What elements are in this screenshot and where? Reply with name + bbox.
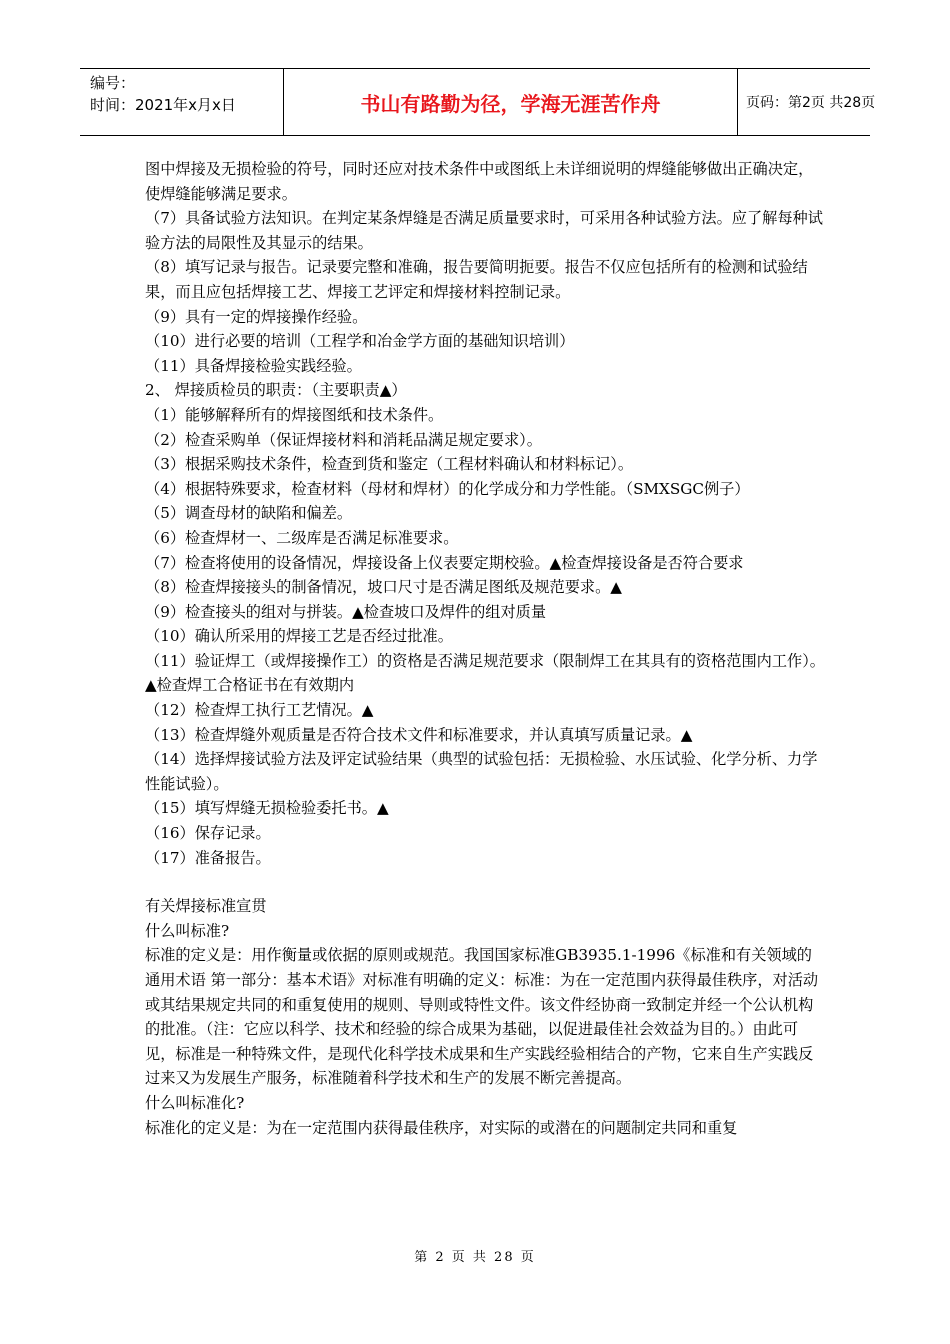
paragraph: （8）填写记录与报告。记录要完整和准确，报告要简明扼要。报告不仅应包括所有的检测和试验结果，而且应包括焊接工艺、焊接工艺评定和焊接材料控制记录。 [145,258,808,301]
paragraph: 标准的定义是：用作衡量或依据的原则或规范。我国国家标准GB3935.1-1996《标准和有关领域的通用术语 第一部分：基本术语》对标准有明确的定义：标准：为在一定范围内获得最佳秩序，对活动或其结果规定共同的和重复使用的规则、导则或特性文件。该文件经协商一致制定并经一个公认机构的批准。（注：它应以科学、技术和经验的综合成果为基础，以促进最佳社会效益为目的。）由此可见，标准是一种特殊文件，是现代化科学技术成果和生产实践经验相结合的产物，它来自生产实践反过来又为发展生产服务，标准随着科学技术和生产的发展不断完善提高。 [145,946,819,1088]
paragraph: （4）根据特殊要求，检查材料（母材和焊材）的化学成分和力学性能。（SMXSGC例子） [145,479,750,498]
paragraph: （1）能够解释所有的焊接图纸和技术条件。 [145,405,444,424]
paragraph: （6）检查焊材一、二级库是否满足标准要求。 [145,528,459,547]
paragraph: （16）保存记录。 [145,824,271,843]
paragraph: （3）根据采购技术条件，检查到货和鉴定（工程材料确认和材料标记）。 [145,455,634,474]
document-body [145,157,825,1140]
section-heading: 2、 焊接质检员的职责：（主要职责▲） [145,381,407,400]
paragraph: （7）具备试验方法知识。在判定某条焊缝是否满足质量要求时，可采用各种试验方法。应了解每种试验方法的局限性及其显示的结果。 [145,209,823,252]
paragraph: 标准化的定义是：为在一定范围内获得最佳秩序，对实际的或潜在的问题制定共同和重复 [145,1118,738,1137]
section-heading: 有关焊接标准宣贯 [145,897,267,916]
blank-line [145,870,825,894]
paragraph: （9）检查接头的组对与拼装。▲检查坡口及焊件的组对质量 [145,602,547,621]
paragraph: （11）具备焊接检验实践经验。 [145,356,362,375]
paragraph: （12）检查焊工执行工艺情况。▲ [145,701,374,720]
paragraph: （11）验证焊工（或焊接操作工）的资格是否满足规范要求（限制焊工在其具有的资格范围内工作）。▲检查焊工合格证书在有效期内 [145,651,825,695]
paragraph: （5）调查母材的缺陷和偏差。 [145,504,353,523]
paragraph: （8）检查焊接接头的制备情况，坡口尺寸是否满足图纸及规范要求。▲ [145,578,622,597]
paragraph: （10）进行必要的培训（工程学和冶金学方面的基础知识培训） [145,332,575,351]
paragraph: （15）填写焊缝无损检验委托书。▲ [145,799,389,818]
paragraph: （10）确认所采用的焊接工艺是否经过批准。 [145,627,453,646]
paragraph: （14）选择焊接试验方法及评定试验结果（典型的试验包括：无损检验、水压试验、化学分析、力学性能试验）。 [145,750,818,793]
paragraph: （7）检查将使用的设备情况，焊接设备上仪表要定期校验。▲检查焊接设备是否符合要求 [145,553,744,572]
paragraph: （2）检查采购单（保证焊接材料和消耗品满足规定要求）。 [145,430,542,449]
page-footer: 第 2 页 共 28 页 [414,1250,536,1265]
document-time-label: 时间：2021年x月x日 [90,96,236,114]
document-number-label: 编号： [90,74,136,92]
header-meta [80,69,283,135]
header-page-info: 页码：第2页 共28页 [746,95,876,111]
paragraph: 图中焊接及无损检验的符号，同时还应对技术条件中或图纸上未详细说明的焊缝能够做出正确决定，使焊缝能够满足要求。 [145,160,814,203]
paragraph: （13）检查焊缝外观质量是否符合技术文件和标准要求，并认真填写质量记录。▲ [145,725,693,744]
question-heading: 什么叫标准化? [145,1093,245,1112]
page-header [80,68,876,136]
question-heading: 什么叫标准? [145,921,230,940]
paragraph: （9）具有一定的焊接操作经验。 [145,307,368,326]
paragraph: （17）准备报告。 [145,848,271,867]
header-motto: 书山有路勤为径，学海无涯苦作舟 [283,69,738,135]
